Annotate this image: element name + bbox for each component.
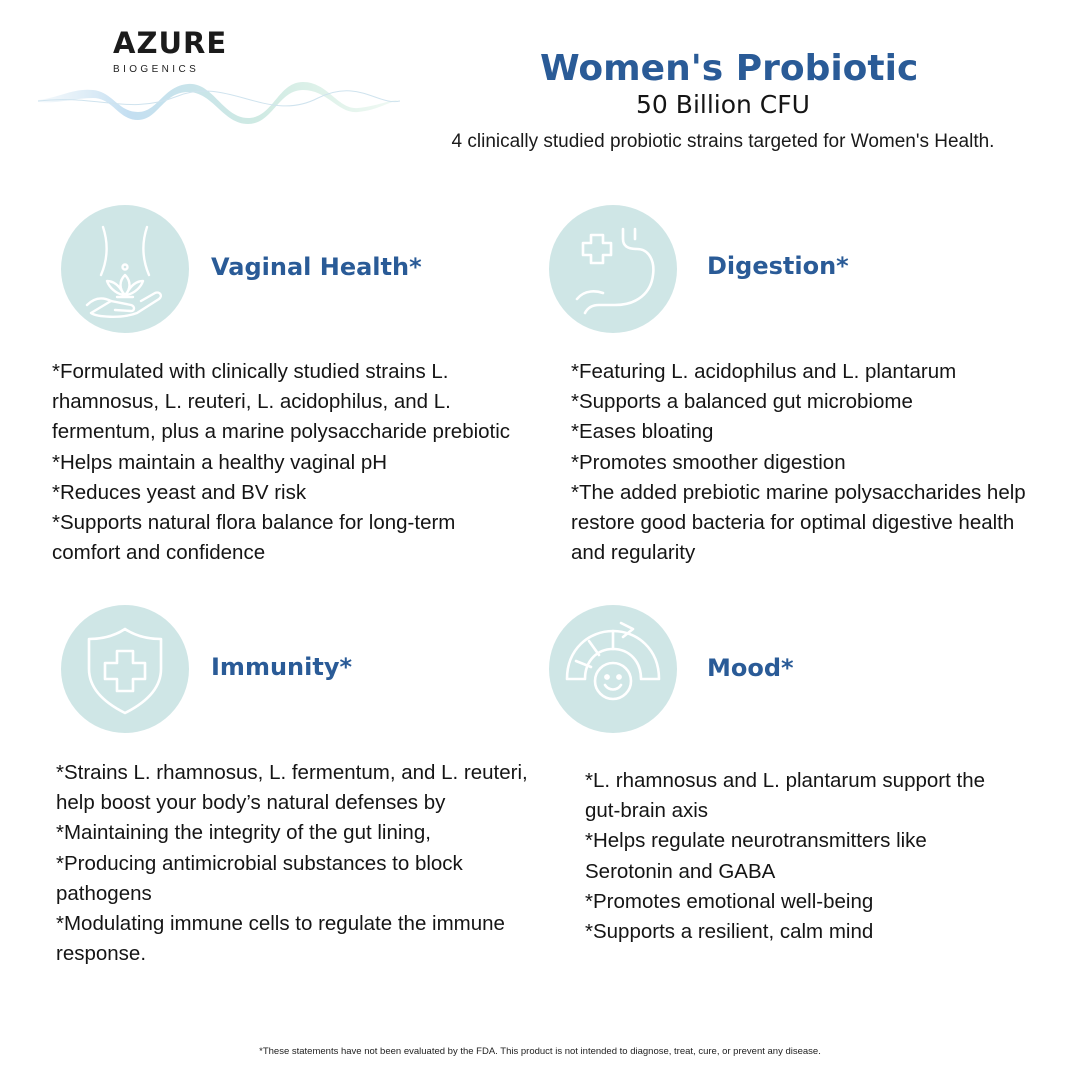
list-item: *Eases bloating <box>571 420 714 444</box>
list-item: help boost your body’s natural defenses by <box>56 791 446 815</box>
list-item: *Featuring L. acidophilus and L. plantarum <box>571 360 957 383</box>
list-item: *Supports a resilient, calm mind <box>585 920 874 944</box>
digestion-list <box>571 357 1026 568</box>
list-item: *Modulating immune cells to regulate the immune <box>56 912 505 936</box>
list-item: *Supports a balanced gut microbiome <box>571 390 913 414</box>
shield-cross-icon <box>61 605 189 733</box>
immunity-list <box>56 758 528 969</box>
smiley-gauge-icon <box>549 605 677 733</box>
fda-disclaimer: *These statements have not been evaluated by the FDA. This product is not intended to diagnose, treat, cure, or prevent any disease. <box>259 1046 821 1057</box>
vaginal-health-icon-circle <box>61 205 189 333</box>
list-item: comfort and confidence <box>52 541 266 565</box>
mood-list <box>585 766 985 947</box>
immunity-icon-circle <box>61 605 189 733</box>
brand-name: AZURE <box>113 26 228 60</box>
page-title: Women's Probiotic <box>540 48 919 89</box>
list-item: response. <box>56 942 147 966</box>
list-item: *Producing antimicrobial substances to block <box>56 851 463 875</box>
list-item: and regularity <box>571 541 696 565</box>
immunity-title: Immunity* <box>211 653 353 681</box>
list-item: Serotonin and GABA <box>585 859 776 883</box>
digestion-icon-circle <box>549 205 677 333</box>
list-item: *Formulated with clinically studied strains L. <box>52 360 449 383</box>
list-item: *Helps regulate neurotransmitters like <box>585 829 927 853</box>
list-item: *Reduces yeast and BV risk <box>52 480 307 504</box>
list-item: gut-brain axis <box>585 799 709 823</box>
vaginal-health-list <box>52 357 510 568</box>
list-item: fermentum, plus a marine polysaccharide prebiotic <box>52 420 511 444</box>
list-item: *Strains L. rhamnosus, L. fermentum, and L. reuteri, <box>56 761 528 784</box>
list-item: *Promotes smoother digestion <box>571 450 846 474</box>
brand-subname: BIOGENICS <box>113 64 200 75</box>
page-subtitle: 50 Billion CFU <box>636 90 810 119</box>
list-item: *L. rhamnosus and L. plantarum support the <box>585 769 985 792</box>
mood-title: Mood* <box>707 654 794 682</box>
stomach-plus-icon <box>549 205 677 333</box>
brand-logo <box>38 26 400 126</box>
tagline: 4 clinically studied probiotic strains targeted for Women's Health. <box>451 131 995 152</box>
digestion-title: Digestion* <box>707 252 849 280</box>
list-item: restore good bacteria for optimal digestive health <box>571 511 1015 535</box>
list-item: *The added prebiotic marine polysaccharides help <box>571 480 1026 504</box>
list-item: *Promotes emotional well-being <box>585 889 874 913</box>
vaginal-health-title: Vaginal Health* <box>211 253 422 281</box>
belly-lotus-hand-icon <box>61 205 189 333</box>
list-item: rhamnosus, L. reuteri, L. acidophilus, and L. <box>52 390 451 414</box>
list-item: *Helps maintain a healthy vaginal pH <box>52 450 388 474</box>
list-item: *Maintaining the integrity of the gut lining, <box>56 821 431 845</box>
list-item: pathogens <box>56 881 152 905</box>
mood-icon-circle <box>549 605 677 733</box>
wave-icon <box>38 76 400 126</box>
list-item: *Supports natural flora balance for long-term <box>52 511 456 535</box>
